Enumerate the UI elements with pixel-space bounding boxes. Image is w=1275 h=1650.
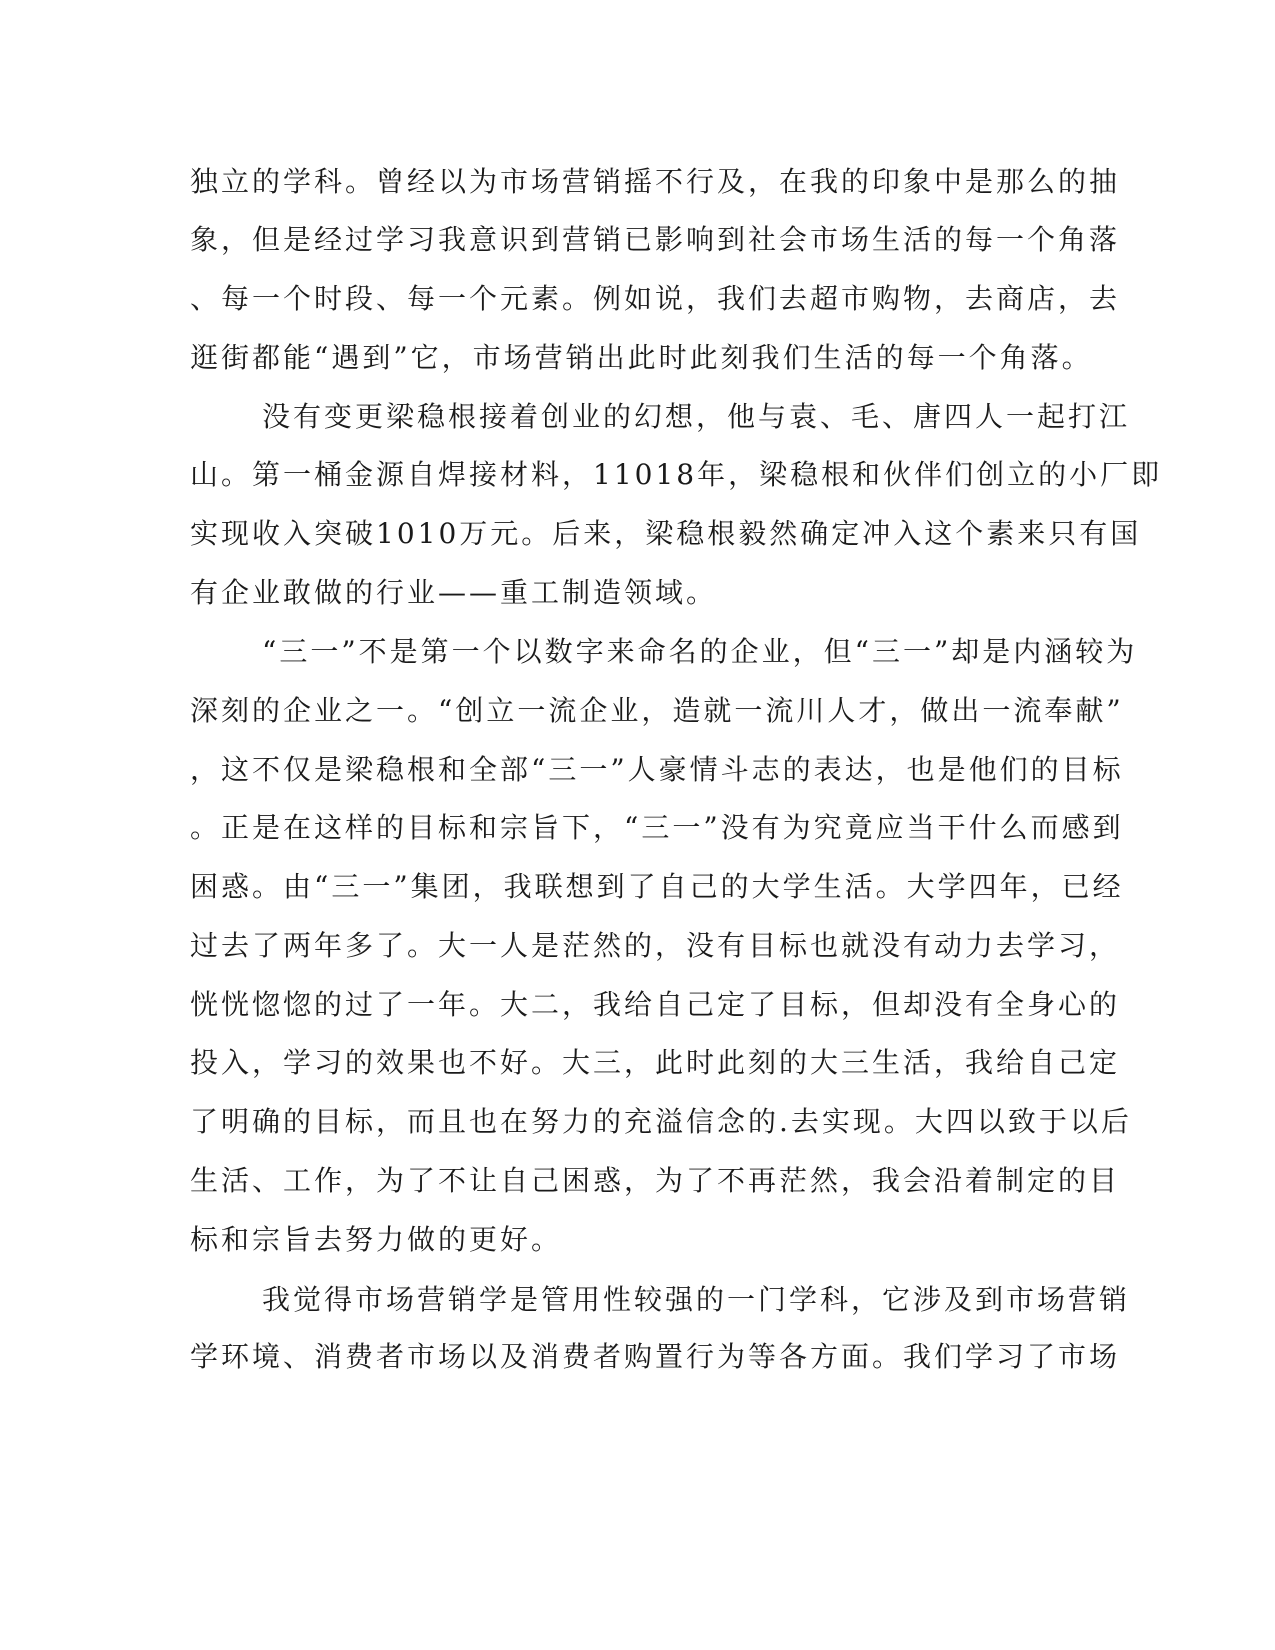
text-line: 深刻的企业之一。“创立一流企业，造就一流川人才，做出一流奉献”: [190, 694, 1124, 727]
text-line: 逛街都能“遇到”它，市场营销出此时此刻我们生活的每一个角落。: [190, 341, 1093, 374]
text-line: 有企业敢做的行业——重工制造领域。: [190, 576, 718, 609]
paragraph-first-line: 我觉得市场营销学是管用性较强的一门学科，它涉及到市场营销: [262, 1283, 1131, 1316]
paragraph-first-line: 没有变更梁稳根接着创业的幻想，他与袁、毛、唐四人一起打江: [262, 400, 1131, 433]
paragraph-first-line: “三一”不是第一个以数字来命名的企业，但“三一”却是内涵较为: [262, 635, 1138, 668]
text-line: 恍恍惚惚的过了一年。大二，我给自己定了目标，但却没有全身心的: [190, 988, 1121, 1021]
text-line: 山。第一桶金源自焊接材料，11018年，梁稳根和伙伴们创立的小厂即: [190, 458, 1163, 491]
text-line: 困惑。由“三一”集团，我联想到了自己的大学生活。大学四年，已经: [190, 870, 1124, 903]
text-line: 、每一个时段、每一个元素。例如说，我们去超市购物，去商店，去: [190, 282, 1121, 315]
text-line: 学环境、消费者市场以及消费者购置行为等各方面。我们学习了市场: [190, 1340, 1121, 1373]
text-line: 实现收入突破1010万元。后来，梁稳根毅然确定冲入这个素来只有国: [190, 517, 1142, 550]
text-line: ，这不仅是梁稳根和全部“三一”人豪情斗志的表达，也是他们的目标: [190, 753, 1124, 786]
text-line: 象，但是经过学习我意识到营销已影响到社会市场生活的每一个角落: [190, 223, 1121, 256]
text-line: 生活、工作，为了不让自己困惑，为了不再茫然，我会沿着制定的目: [190, 1164, 1121, 1197]
text-line: 独立的学科。曾经以为市场营销摇不行及，在我的印象中是那么的抽: [190, 165, 1121, 198]
text-line: 投入，学习的效果也不好。大三，此时此刻的大三生活，我给自己定: [190, 1046, 1121, 1079]
text-line: 过去了两年多了。大一人是茫然的，没有目标也就没有动力去学习，: [190, 929, 1121, 962]
text-line: 。正是在这样的目标和宗旨下，“三一”没有为究竟应当干什么而感到: [190, 811, 1124, 844]
text-line: 了明确的目标，而且也在努力的充溢信念的.去实现。大四以致于以后: [190, 1105, 1132, 1138]
text-line: 标和宗旨去努力做的更好。: [190, 1223, 563, 1256]
